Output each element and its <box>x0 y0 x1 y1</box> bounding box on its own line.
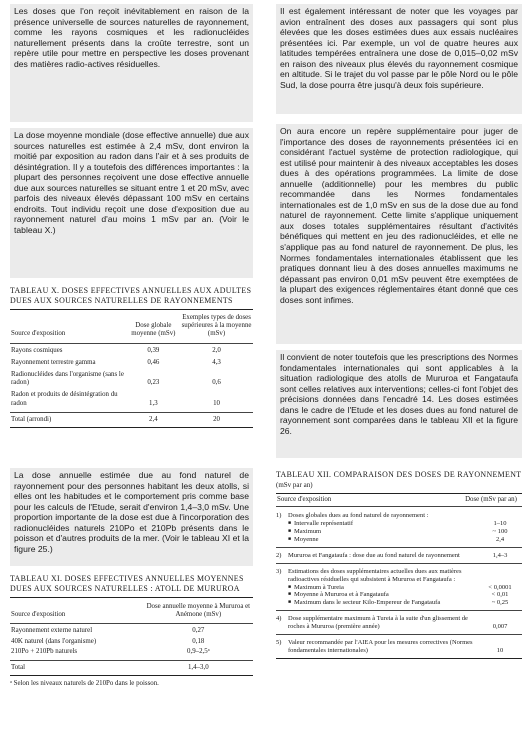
table-x-col-source: Source d'exposition <box>11 330 66 338</box>
table-xii <box>276 470 522 659</box>
table-row: Rayonnement externe naturel 0,27 <box>11 627 205 635</box>
table-row: Radon et produits de désintégration du radon 1,3 10 <box>11 391 220 407</box>
paragraph-atoll-dose: La dose annuelle estimée due au fond naturel de rayonnement pour des personnes habitant les deux atolls, si elles ont les habitudes et le comportement pris comme base pour les calculs de l'Etude, serait d'environ 1,4–3,0 mSv. Une proportion importante de la dose est due à l'incorporation des radionucléides naturels 210Po et 210Pb présents dans le poisson et d'autres produits de la mer. (Voir le tableau XI et la figure 25.) <box>14 470 249 554</box>
table-xi <box>10 574 253 688</box>
table-row: 210Po + 210Pb naturels 0,9–2,5ᵃ <box>11 647 210 655</box>
paragraph-world-dose: La dose moyenne mondiale (dose effective annuelle) due aux sources naturelles est estimée à 2,4 mSv, dont environ la moitié par exposition au radon dans l'air et à ses produits de désintégration. Il y a toutefois des différences importantes : la plupart des personnes reçoivent une dose effective annuelle due aux sources naturelles se situant entre 1 et 20 mSv, avec parfois des niveaux élevés dépassant 100 mSv en certains endroits. Tout individu reçoit une dose d'exposition due au rayonnement naturel d'au moins 1 mSv par an. (Voir le tableau X.) <box>14 130 249 235</box>
list-item: 1) Doses globales dues au fond naturel de rayonnement : ■ Intervalle représentatif 1–10 ■ Maximum ~ 100 ■ Moyenne 2,4 <box>276 512 508 543</box>
paragraph-air-travel: Il est également intéressant de noter que les voyages par avion entraînent des doses aux passagers qui sont plus élevées que les doses estimées dues aux essais nucléaires présentées ici. Par exemple, un vol de quatre heures aux latitudes tempérées entraînera une dose de 0,015–0,02 mSv en raison des niveaux plus élevés du rayonnement cosmique en altitude. Si le trajet du vol passe par le pôle Nord ou le pôle Sud, la dose pourra être jusqu'à deux fois supérieure. <box>280 6 518 90</box>
list-item: 2) Mururoa et Fangataufa : dose due au fond naturel de rayonnement 1,4–3 <box>276 551 508 559</box>
atoll-dose-box <box>10 468 253 566</box>
left-column <box>10 4 253 688</box>
list-item: 3) Estimations des doses supplémentaires actuelles dues aux matières radioactives résiduelles qui subsistent à Mururoa et Fangataufa : ■ Maximum à Tureia < 0,0001 ■ Moyenne à Mururoa et à Fangataufa < 0,01 ■ Maximum dans le secteur Kilo-Empereur de Fangataufa ~ 0,25 <box>276 567 512 607</box>
table-xii-unit: (mSv par an) <box>276 480 313 489</box>
protection-box <box>276 124 522 344</box>
table-row: Rayonnement terrestre gamma 0,46 4,3 <box>11 358 221 366</box>
table-xii-col-source: Source d'exposition <box>277 496 332 503</box>
world-dose-box <box>10 128 253 278</box>
list-item: 5) Valeur recommandée par l'AIEA pour les mesures correctives (Normes fondamentales internationales) 10 <box>276 639 504 654</box>
paragraph-standards: Il convient de noter toutefois que les prescriptions des Normes fondamentales internationales qui sont applicables à la situation radiologique des atolls de Mururoa et Fangataufa sont celles relatives aux interventions; celles-ci font l'objet des précisions données dans l'encadré 14. Les doses estimées dans le cadre de l'Etude et les doses dues au fond naturel de rayonnement sont comparées dans le tableau XII et la figure 26. <box>280 352 518 436</box>
table-x-col-examples: Exemples types de doses supérieures à la moyenne (mSv) <box>181 314 252 338</box>
table-row: Rayons cosmiques 0,39 2,0 <box>11 346 221 354</box>
table-xi-col-dose: Dose annuelle moyenne à Mururoa et Anémone (mSv) <box>146 603 251 619</box>
table-x-col-dose: Dose globale moyenne (mSv) <box>131 322 176 338</box>
table-xii-col-dose: Dose (mSv par an) <box>465 496 517 503</box>
table-row: Radionucléides dans l'organisme (sans le radon) 0,23 0,6 <box>11 371 221 387</box>
air-travel-box <box>276 4 522 114</box>
paragraph-protection: On aura encore un repère supplémentaire pour juger de l'importance des doses de rayonnements présentées ici en considérant l'actuel système de protection radiologique, qui est utilisé pour maintenir à des niveaux acceptables les doses dues à des opérations programmées. La limite de dose annuelle (additionnelle) pour les membres du public recommandée dans les Normes fondamentales internationales est de 1,0 mSv en sus de la dose due au fond naturel de rayonnement. Cette limite s'applique uniquement aux doses totales supplémentaires résultant d'activités bénéfiques qui mettent en jeu des radionucléides, et elle ne s'applique pas au fond naturel de rayonnement. De plus, les Normes fondamentales internationales établissent que les pratiques donnant lieu à des doses annuelles maximums ne dépassant pas environ 0,01 mSv peuvent être exemptées de la plupart des exigences réglementaires étant donné que ces doses sont infimes. <box>280 126 518 305</box>
list-item: 4) Dose supplémentaire maximum à Tureia à la suite d'un glissement de roches à Mururoa (première année) 0,007 <box>276 615 508 631</box>
table-xi-col-source: Source d'exposition <box>11 611 66 619</box>
table-row-total: Total 1,4–3,0 <box>11 664 209 672</box>
intro-box <box>10 4 253 122</box>
table-row-total: Total (arrondi) 2,4 20 <box>11 415 220 423</box>
table-xii-title: TABLEAU XII. COMPARAISON DES DOSES DE RAYONNEMENT (mSv par an) <box>276 470 522 489</box>
table-x-title: TABLEAU X. DOSES EFFECTIVES ANNUELLES AUX ADULTES DUES AUX SOURCES NATURELLES DE RAYONNEMENTS <box>10 286 252 305</box>
paragraph-natural-sources: Les doses que l'on reçoit inévitablement en raison de la présence universelle de sources naturelles de rayonnement, comme les rayons cosmiques et les radionucléides naturellement présents dans la croûte terrestre, sont un repère utile pour mettre en perspective les doses provenant des matières radio-actives résiduelles. <box>14 6 249 69</box>
table-xi-footnote: ᵃ Selon les niveaux naturels de 210Po dans le poisson. <box>10 680 159 688</box>
table-x <box>10 286 253 462</box>
table-row: 40K naturel (dans l'organisme) 0,18 <box>11 637 205 645</box>
standards-box <box>276 350 522 458</box>
table-xi-title: TABLEAU XI. DOSES EFFECTIVES ANNUELLES MOYENNES DUES AUX SOURCES NATURELLES : ATOLL DE MURUROA <box>10 574 244 593</box>
right-column <box>276 4 522 659</box>
